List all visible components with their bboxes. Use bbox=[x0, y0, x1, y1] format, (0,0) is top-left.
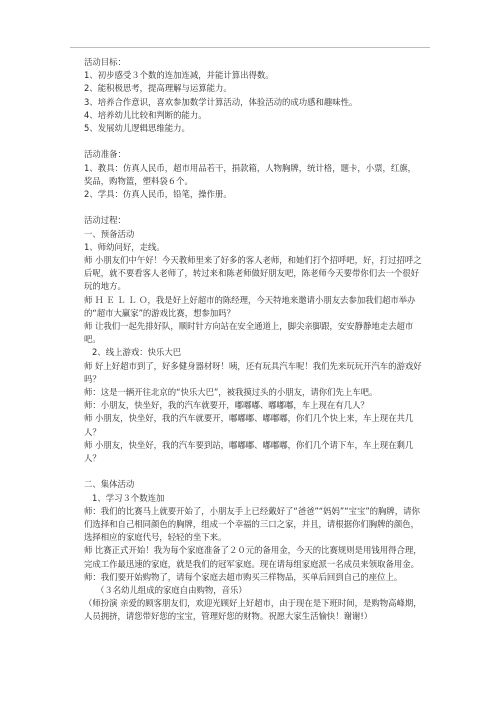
header-rule bbox=[70, 47, 430, 48]
paragraph: 师 好上好超市到了，好多健身器材呀！咦，还有玩具汽车呢！我们先来玩玩开汽车的游戏好吗？ bbox=[84, 360, 422, 384]
goal-item: 1、初步感受３个数的连加连减，并能计算出得数。 bbox=[84, 70, 274, 81]
goal-item: 3、培养合作意识，喜欢参加数学计算活动，体验活动的成功感和趣味性。 bbox=[84, 96, 358, 107]
paragraph: 师 小朋友们中午好！今天教师里来了好多的客人老师，和她们打个招呼吧，好，打过招呼之后呢，就不要看客人老师了，转过来和陈老师做好朋友吧，陈老师今天要带你们去一个很好玩的地方。 bbox=[84, 255, 422, 292]
prep-heading: 活动准备： bbox=[84, 149, 126, 160]
paragraph: 师：我们的比赛马上就要开始了，小朋友手上已经戴好了“爸爸”“妈妈”“宝宝”的胸牌，请你们选择和自己相同颜色的胸牌，组成一个幸福的三口之家，并且，请根据你们胸牌的颜色，选择相应的家庭代号，轻轻的坐下来。 bbox=[84, 505, 420, 543]
paragraph: 师：我们要开始购物了，请每个家庭去超市购买三样物品，买单后回到自己的座位上。 bbox=[84, 571, 403, 582]
paragraph: 师 Ｈ Ｅ Ｌ Ｌ Ｏ，我是好上好超市的陈经理，今天特地来邀请小朋友去参加我们超市举办的“超市大赢家”的游戏比赛，想参加吗？ bbox=[84, 294, 416, 318]
prep-item: 1、教具：仿真人民币，超市用品若干，捐款箱，人物胸牌，统计格，题卡，小票，红旗，奖品，购物篮，塑料袋６个。 bbox=[84, 162, 416, 186]
paragraph: 师 小朋友，快坐好，我的汽车就要开，嘟嘟嘟、嘟嘟嘟，你们几个快上来，车上现在共几人？ bbox=[84, 413, 414, 437]
goal-item: 2、能积极思考，提高理解与运算能力。 bbox=[84, 83, 232, 94]
paragraph: （３名幼儿组成的家庭自由购物，音乐） bbox=[96, 585, 247, 596]
goal-item: 5、发展幼儿逻辑思维能力。 bbox=[84, 123, 190, 134]
paragraph: 师 让我们一起先排好队，顺时针方向站在安全通道上，脚尖亲脚跟，安安静静地走去超市吧。 bbox=[84, 321, 414, 345]
subsection-title: 1、学习３个数连加 bbox=[92, 492, 165, 503]
section-title: 二、集体活动 bbox=[84, 479, 135, 490]
subsection-title: 2、线上游戏：快乐大巴 bbox=[92, 347, 182, 358]
paragraph: 师：小朋友，快坐好，我的汽车就要开，嘟嘟嘟、嘟嘟嘟，车上现在有几人？ bbox=[84, 400, 369, 411]
subsection-title: 1、师幼问好，走线。 bbox=[84, 241, 165, 252]
paragraph: （师扮演 亲爱的顾客朋友们，欢迎光顾好上好超市，由于现在是下班时间，是购物高峰期，人员拥挤，请您带好您的宝宝，管理好您的财物。祝愿大家生活愉快！谢谢!） bbox=[84, 598, 422, 622]
goal-item: 4、培养幼儿比较和判断的能力。 bbox=[84, 109, 207, 120]
prep-item: 2、学具：仿真人民币，铅笔，操作册。 bbox=[84, 189, 232, 200]
paragraph: 师 比赛正式开始！我为每个家庭准备了２０元的备用金，今天的比赛规则是用钱用得合理，完成工作最迅速的家庭，就是我们的冠军家庭。现在请每组家庭派一名成员来领取备用金。 bbox=[84, 545, 422, 569]
goals-heading: 活动目标： bbox=[84, 57, 126, 67]
document-body bbox=[84, 56, 424, 624]
paragraph: 师 小朋友，快坐好，我的汽车要到站，嘟嘟嘟、嘟嘟嘟，你们几个请下车，车上现在剩几人？ bbox=[84, 439, 414, 464]
section-title: 一、预备活动 bbox=[84, 228, 135, 239]
process-heading: 活动过程： bbox=[84, 215, 126, 226]
paragraph: 师：这是一辆开往北京的“快乐大巴”，被我摸过头的小朋友，请你们先上车吧。 bbox=[84, 387, 378, 398]
